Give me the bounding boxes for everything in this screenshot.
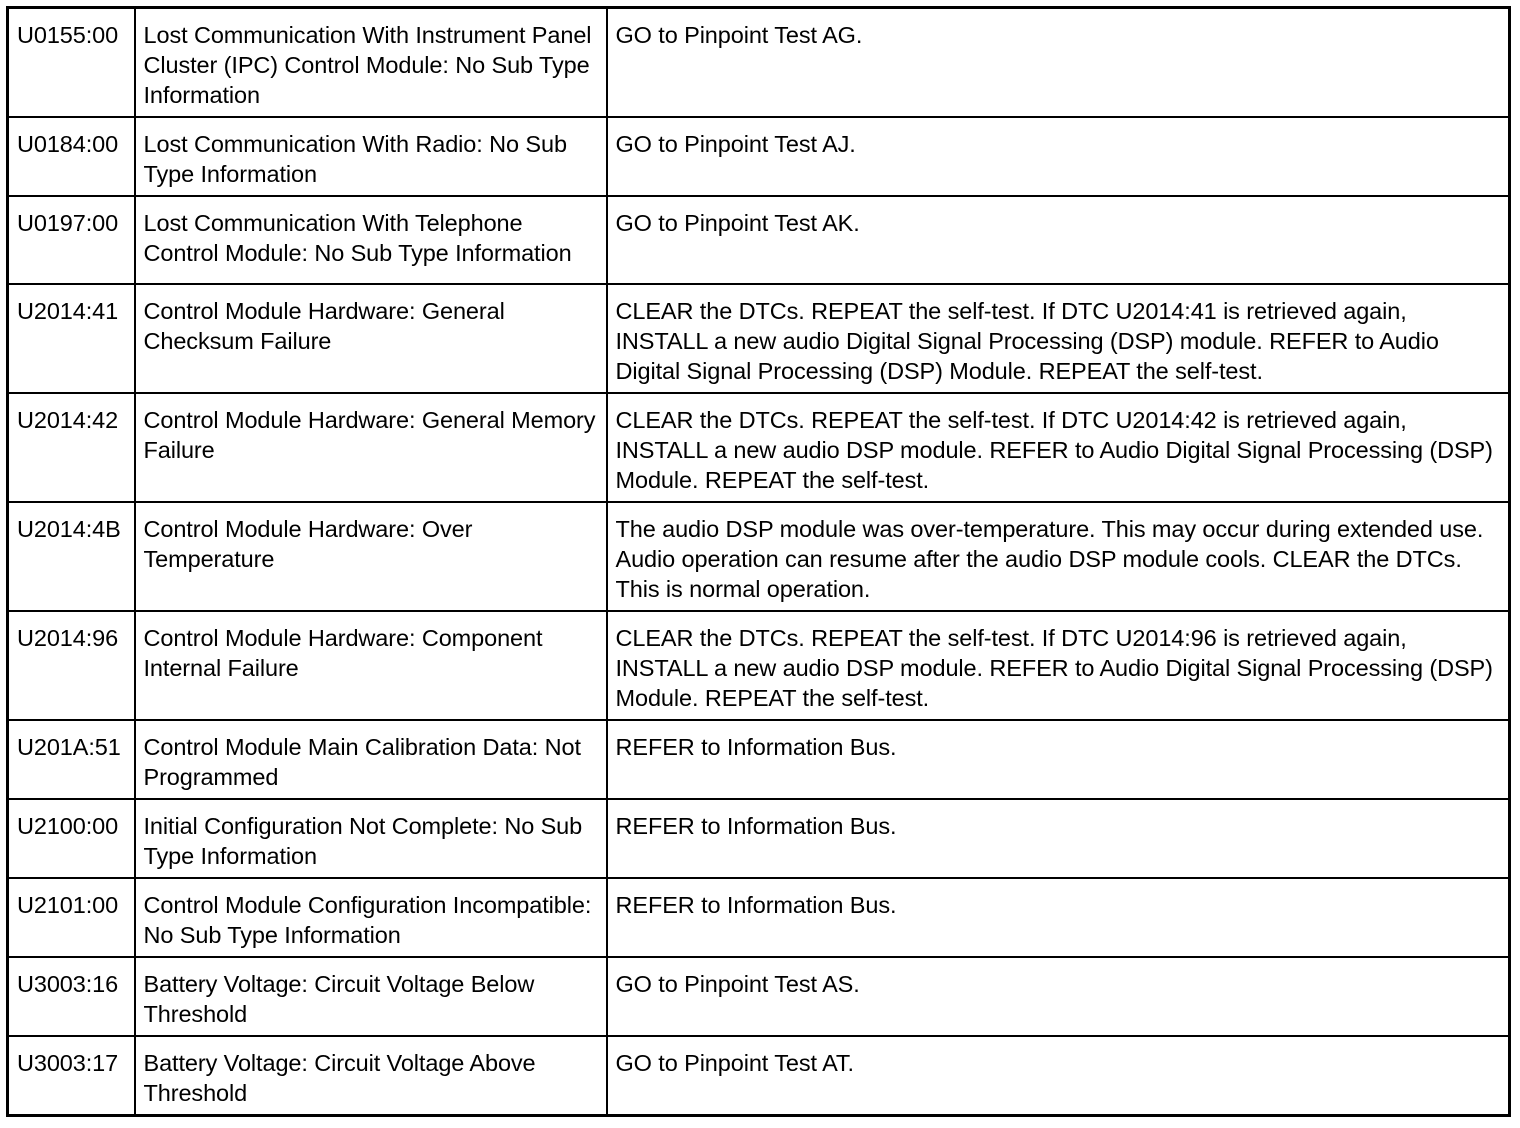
- dtc-action: GO to Pinpoint Test AJ.: [607, 117, 1510, 196]
- dtc-description: Control Module Hardware: General Memory Failure: [135, 393, 607, 502]
- dtc-code: U2014:4B: [8, 502, 135, 611]
- dtc-description: Lost Communication With Instrument Panel Cluster (IPC) Control Module: No Sub Type Information: [135, 8, 607, 118]
- dtc-description: Battery Voltage: Circuit Voltage Below Threshold: [135, 957, 607, 1036]
- dtc-code: U0197:00: [8, 196, 135, 284]
- dtc-description: Control Module Hardware: Over Temperature: [135, 502, 607, 611]
- dtc-description: Control Module Hardware: General Checksum Failure: [135, 284, 607, 393]
- dtc-action: GO to Pinpoint Test AS.: [607, 957, 1510, 1036]
- dtc-description: Control Module Hardware: Component Internal Failure: [135, 611, 607, 720]
- table-row: [8, 8, 1510, 118]
- dtc-code: U0155:00: [8, 8, 135, 118]
- dtc-action: REFER to Information Bus.: [607, 720, 1510, 799]
- table-row: [8, 957, 1510, 1036]
- table-row: [8, 878, 1510, 957]
- dtc-action: CLEAR the DTCs. REPEAT the self-test. If DTC U2014:41 is retrieved again, INSTALL a new audio Digital Signal Processing (DSP) module. REFER to Audio Digital Signal Processing (DSP) Module. REPEAT the self-test.: [607, 284, 1510, 393]
- dtc-action: GO to Pinpoint Test AG.: [607, 8, 1510, 118]
- dtc-code: U3003:17: [8, 1036, 135, 1116]
- dtc-code: U2014:42: [8, 393, 135, 502]
- dtc-action: GO to Pinpoint Test AT.: [607, 1036, 1510, 1116]
- table-row: [8, 720, 1510, 799]
- dtc-action: CLEAR the DTCs. REPEAT the self-test. If DTC U2014:42 is retrieved again, INSTALL a new audio DSP module. REFER to Audio Digital Signal Processing (DSP) Module. REPEAT the self-test.: [607, 393, 1510, 502]
- table-row: [8, 284, 1510, 393]
- table-row: [8, 196, 1510, 284]
- table-row: [8, 799, 1510, 878]
- dtc-description: Lost Communication With Telephone Control Module: No Sub Type Information: [135, 196, 607, 284]
- dtc-code: U2014:96: [8, 611, 135, 720]
- dtc-code: U3003:16: [8, 957, 135, 1036]
- dtc-table-body: [8, 8, 1510, 1116]
- dtc-action: REFER to Information Bus.: [607, 878, 1510, 957]
- table-row: [8, 393, 1510, 502]
- dtc-code: U2014:41: [8, 284, 135, 393]
- table-row: [8, 1036, 1510, 1116]
- dtc-description: Battery Voltage: Circuit Voltage Above Threshold: [135, 1036, 607, 1116]
- dtc-description: Control Module Configuration Incompatible: No Sub Type Information: [135, 878, 607, 957]
- table-row: [8, 611, 1510, 720]
- dtc-action: REFER to Information Bus.: [607, 799, 1510, 878]
- table-row: [8, 117, 1510, 196]
- dtc-code: U201A:51: [8, 720, 135, 799]
- dtc-description: Lost Communication With Radio: No Sub Type Information: [135, 117, 607, 196]
- dtc-description: Initial Configuration Not Complete: No Sub Type Information: [135, 799, 607, 878]
- dtc-action: The audio DSP module was over-temperature. This may occur during extended use. Audio operation can resume after the audio DSP module cools. CLEAR the DTCs. This is normal operation.: [607, 502, 1510, 611]
- dtc-action: GO to Pinpoint Test AK.: [607, 196, 1510, 284]
- dtc-code: U0184:00: [8, 117, 135, 196]
- dtc-description: Control Module Main Calibration Data: Not Programmed: [135, 720, 607, 799]
- table-row: [8, 502, 1510, 611]
- dtc-code: U2101:00: [8, 878, 135, 957]
- dtc-action: CLEAR the DTCs. REPEAT the self-test. If DTC U2014:96 is retrieved again, INSTALL a new audio DSP module. REFER to Audio Digital Signal Processing (DSP) Module. REPEAT the self-test.: [607, 611, 1510, 720]
- dtc-code: U2100:00: [8, 799, 135, 878]
- dtc-table: [6, 6, 1511, 1117]
